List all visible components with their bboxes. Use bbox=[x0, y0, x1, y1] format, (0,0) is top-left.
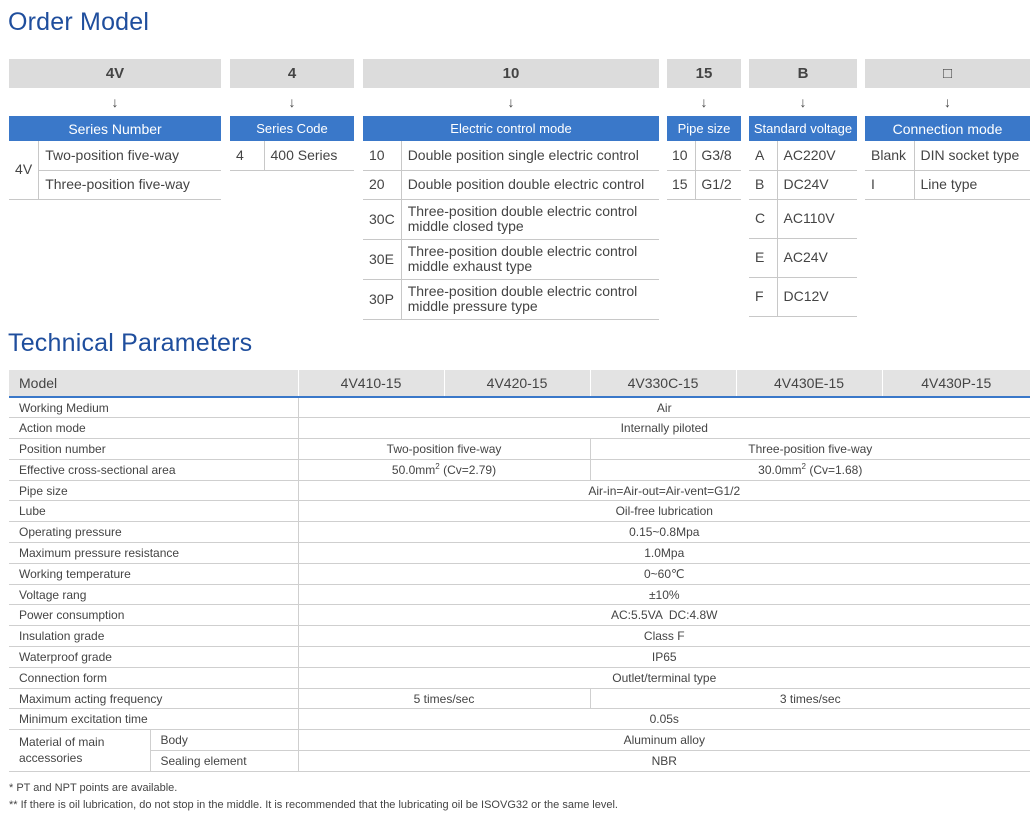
series-code-key: 4 bbox=[230, 141, 264, 170]
table-row bbox=[9, 439, 1030, 460]
pipe-size-column bbox=[667, 59, 741, 200]
param-label: Working Medium bbox=[9, 397, 298, 418]
param-value: Outlet/terminal type bbox=[298, 667, 1030, 688]
series-number-column bbox=[9, 59, 221, 200]
param-label: Material of main accessories bbox=[9, 730, 150, 772]
down-arrow-icon: ↓ bbox=[507, 94, 515, 110]
voltage-value: DC24V bbox=[777, 170, 857, 199]
table-row bbox=[9, 730, 1030, 751]
param-value: IP65 bbox=[298, 647, 1030, 668]
control-mode-value: Double position single electric control bbox=[401, 141, 659, 170]
cv-value: (Cv=2.79) bbox=[439, 463, 497, 478]
table-row bbox=[9, 584, 1030, 605]
down-arrow-icon: ↓ bbox=[111, 94, 119, 110]
param-value: Aluminum alloy bbox=[298, 730, 1030, 751]
order-model-title: Order Model bbox=[8, 8, 150, 36]
model-column-header: 4V430P-15 bbox=[882, 370, 1030, 397]
control-mode-value: Three-position double electric control middle closed type bbox=[401, 199, 659, 239]
table-row bbox=[9, 459, 1030, 480]
param-value: 0.15~0.8Mpa bbox=[298, 522, 1030, 543]
control-mode-value: Double position double electric control bbox=[401, 170, 659, 199]
control-mode-code: 10 bbox=[363, 59, 659, 88]
table-row bbox=[9, 605, 1030, 626]
table-row bbox=[9, 709, 1030, 730]
table-row bbox=[749, 277, 857, 316]
model-column-header: 4V410-15 bbox=[298, 370, 444, 397]
control-mode-key: 30P bbox=[363, 279, 401, 319]
table-row bbox=[9, 626, 1030, 647]
param-label: Voltage rang bbox=[9, 584, 298, 605]
param-label: Maximum acting frequency bbox=[9, 688, 298, 709]
area-value: 50.0mm bbox=[391, 463, 436, 478]
voltage-column bbox=[749, 59, 857, 317]
series-code-header: 4V bbox=[9, 59, 221, 88]
voltage-key: F bbox=[749, 277, 777, 316]
param-label: Position number bbox=[9, 439, 298, 460]
superscript: 2 bbox=[801, 462, 806, 472]
param-value: 0~60℃ bbox=[298, 563, 1030, 584]
model-header: Model bbox=[9, 370, 298, 397]
param-sublabel: Sealing element bbox=[150, 751, 298, 772]
pipe-size-table bbox=[667, 141, 741, 200]
param-label: Operating pressure bbox=[9, 522, 298, 543]
table-row bbox=[9, 647, 1030, 668]
table-row bbox=[9, 418, 1030, 439]
voltage-value: AC220V bbox=[777, 141, 857, 170]
param-label: Maximum pressure resistance bbox=[9, 543, 298, 564]
series-code-digit: 4 bbox=[230, 59, 354, 88]
param-value: 3 times/sec bbox=[590, 688, 1030, 709]
table-row bbox=[9, 563, 1030, 584]
param-label: Effective cross-sectional area bbox=[9, 459, 298, 480]
area-value: 30.0mm bbox=[758, 463, 802, 478]
control-mode-key: 30C bbox=[363, 199, 401, 239]
pipe-size-value: G1/2 bbox=[696, 170, 741, 199]
table-row bbox=[363, 239, 659, 279]
table-header-row bbox=[9, 370, 1030, 397]
cv-value: (Cv=1.68) bbox=[805, 463, 863, 478]
param-value: Class F bbox=[298, 626, 1030, 647]
table-row bbox=[865, 141, 1030, 170]
series-code-label: Series Code bbox=[230, 116, 354, 141]
pipe-size-value: G3/8 bbox=[696, 141, 741, 170]
table-row bbox=[363, 141, 659, 170]
voltage-value: AC110V bbox=[777, 199, 857, 238]
voltage-key: B bbox=[749, 170, 777, 199]
param-value: Oil-free lubrication bbox=[298, 501, 1030, 522]
control-mode-key: 30E bbox=[363, 239, 401, 279]
voltage-label: Standard voltage bbox=[749, 116, 857, 141]
param-value: 1.0Mpa bbox=[298, 543, 1030, 564]
technical-parameters-table bbox=[9, 370, 1030, 772]
voltage-value: AC24V bbox=[777, 238, 857, 277]
voltage-value: DC12V bbox=[777, 277, 857, 316]
param-value: NBR bbox=[298, 751, 1030, 772]
param-label: Working temperature bbox=[9, 563, 298, 584]
series-value: Two-position five-way bbox=[39, 141, 221, 170]
table-row bbox=[9, 397, 1030, 418]
connection-column bbox=[865, 59, 1030, 200]
model-column-header: 4V330C-15 bbox=[590, 370, 736, 397]
connection-table bbox=[865, 141, 1030, 200]
param-label: Insulation grade bbox=[9, 626, 298, 647]
param-value: Three-position five-way bbox=[590, 439, 1030, 460]
pipe-size-code: 15 bbox=[667, 59, 741, 88]
table-row bbox=[9, 141, 221, 170]
footnote: * PT and NPT points are available. bbox=[9, 782, 178, 794]
series-value: Three-position five-way bbox=[39, 170, 221, 199]
table-row bbox=[865, 170, 1030, 199]
series-number-table bbox=[9, 141, 221, 200]
voltage-code: B bbox=[749, 59, 857, 88]
control-mode-label: Electric control mode bbox=[363, 116, 659, 141]
control-mode-value: Three-position double electric control middle pressure type bbox=[401, 279, 659, 319]
param-value bbox=[298, 459, 590, 480]
control-mode-value: Three-position double electric control middle exhaust type bbox=[401, 239, 659, 279]
table-row bbox=[230, 141, 354, 170]
param-value: Air-in=Air-out=Air-vent=G1/2 bbox=[298, 480, 1030, 501]
technical-parameters-title: Technical Parameters bbox=[8, 329, 253, 357]
down-arrow-icon: ↓ bbox=[700, 94, 708, 110]
control-mode-key: 10 bbox=[363, 141, 401, 170]
table-row bbox=[363, 199, 659, 239]
control-mode-table bbox=[363, 141, 659, 320]
param-sublabel: Body bbox=[150, 730, 298, 751]
table-row bbox=[9, 667, 1030, 688]
param-label: Waterproof grade bbox=[9, 647, 298, 668]
series-code-column bbox=[230, 59, 354, 171]
table-row bbox=[9, 522, 1030, 543]
param-label: Minimum excitation time bbox=[9, 709, 298, 730]
param-label: Pipe size bbox=[9, 480, 298, 501]
param-value: ±10% bbox=[298, 584, 1030, 605]
table-row bbox=[9, 480, 1030, 501]
table-row bbox=[363, 170, 659, 199]
table-row bbox=[749, 141, 857, 170]
param-value: Internally piloted bbox=[298, 418, 1030, 439]
voltage-key: A bbox=[749, 141, 777, 170]
control-mode-key: 20 bbox=[363, 170, 401, 199]
checkbox-icon: □ bbox=[865, 59, 1030, 88]
param-label: Power consumption bbox=[9, 605, 298, 626]
pipe-size-key: 15 bbox=[667, 170, 696, 199]
technical-parameters-table-wrap bbox=[9, 370, 1030, 772]
series-key: 4V bbox=[9, 141, 39, 199]
control-mode-column bbox=[363, 59, 659, 320]
down-arrow-icon: ↓ bbox=[944, 94, 951, 110]
table-row bbox=[667, 141, 741, 170]
series-code-value: 400 Series bbox=[264, 141, 354, 170]
param-value: Two-position five-way bbox=[298, 439, 590, 460]
model-column-header: 4V420-15 bbox=[444, 370, 590, 397]
superscript: 2 bbox=[435, 462, 440, 472]
down-arrow-icon: ↓ bbox=[288, 94, 296, 110]
voltage-key: C bbox=[749, 199, 777, 238]
connection-key: I bbox=[865, 170, 914, 199]
param-label: Lube bbox=[9, 501, 298, 522]
connection-value: Line type bbox=[914, 170, 1030, 199]
pipe-size-label: Pipe size bbox=[667, 116, 741, 141]
table-row bbox=[749, 199, 857, 238]
model-column-header: 4V430E-15 bbox=[736, 370, 882, 397]
pipe-size-key: 10 bbox=[667, 141, 696, 170]
table-row bbox=[9, 170, 221, 199]
table-row bbox=[9, 751, 1030, 772]
footnote: ** If there is oil lubrication, do not stop in the middle. It is recommended that the lubricating oil be ISOVG32 or the same level. bbox=[9, 799, 618, 811]
connection-label: Connection mode bbox=[865, 116, 1030, 141]
connection-key: Blank bbox=[865, 141, 914, 170]
param-value bbox=[590, 459, 1030, 480]
voltage-key: E bbox=[749, 238, 777, 277]
param-value: 0.05s bbox=[298, 709, 1030, 730]
param-label: Connection form bbox=[9, 667, 298, 688]
param-label: Action mode bbox=[9, 418, 298, 439]
table-row bbox=[749, 170, 857, 199]
param-value: Air bbox=[298, 397, 1030, 418]
series-number-label: Series Number bbox=[9, 116, 221, 141]
table-row bbox=[9, 501, 1030, 522]
table-row bbox=[667, 170, 741, 199]
voltage-table bbox=[749, 141, 857, 317]
param-value: AC:5.5VA DC:4.8W bbox=[298, 605, 1030, 626]
down-arrow-icon: ↓ bbox=[799, 94, 807, 110]
series-code-table bbox=[230, 141, 354, 171]
table-row bbox=[9, 688, 1030, 709]
table-row bbox=[749, 238, 857, 277]
table-row bbox=[363, 279, 659, 319]
connection-value: DIN socket type bbox=[914, 141, 1030, 170]
table-row bbox=[9, 543, 1030, 564]
param-value: 5 times/sec bbox=[298, 688, 590, 709]
